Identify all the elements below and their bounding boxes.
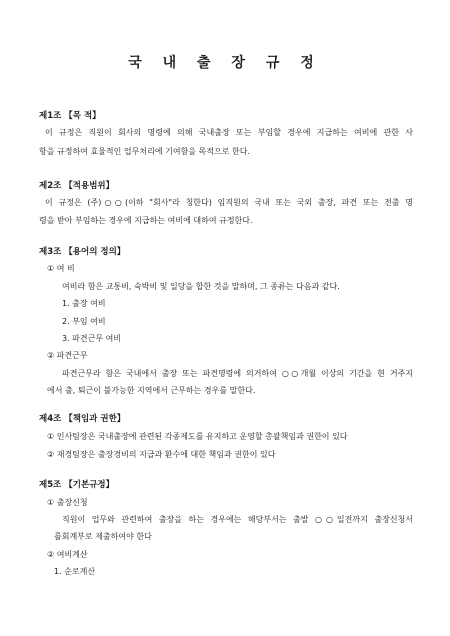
article-3-item-2-line-2: 에서 출, 퇴근이 불가능한 지역에서 근무하는 경우를 말한다. (47, 386, 256, 395)
article-3-sub-2: 2. 부임 여비 (62, 317, 106, 326)
article-5-item-1-line-2: 를회계부로 제출하여야 한다 (54, 532, 152, 541)
article-1-line-2: 항을 규정하여 효율적인 업무처리에 기여함을 목적으로 한다. (39, 147, 250, 156)
document-title: 국 내 출 장 규 정 (128, 55, 322, 71)
article-3-item-2: ② 파견근무 (47, 351, 88, 360)
article-4-item-2: ② 재경팀장은 출장경비의 지급과 환수에 대한 책임과 권한이 있다 (47, 450, 276, 459)
article-5-sub-1: 1. 순로계산 (54, 567, 96, 576)
article-3-heading: 제3조 【용어의 정의】 (39, 247, 126, 257)
article-1-line-1: 이 규정은 직원이 회사의 명령에 의해 국내출장 또는 부임할 경우에 지급하는 여비에 관한 사 (45, 128, 413, 137)
article-3-item-1-desc: 여비라 함은 교통비, 숙박비 및 일당을 합한 것을 말하며, 그 종류는 다음과 같다. (62, 282, 340, 291)
article-3-sub-1: 1. 출장 여비 (62, 299, 106, 308)
article-1-heading: 제1조 【목 적】 (39, 111, 101, 121)
article-4-heading: 제4조 【책임과 권한】 (39, 414, 126, 424)
article-3-item-2-line-1: 파견근무라 함은 국내에서 출장 또는 파견명령에 의거하여 ○○개월 이상의 기간을 현 거주지 (62, 369, 413, 378)
article-5-heading: 제5조 【기본규정】 (39, 480, 115, 490)
article-3-item-1: ① 여 비 (47, 264, 75, 273)
article-2-line-1: 이 규정은 (주)○○(이하 "회사"라 칭한다) 임직원의 국내 또는 국외 출장, 파견 또는 전출 명 (45, 198, 413, 207)
article-5-item-1-line-1: 직원이 업무와 관련하여 출장을 하는 경우에는 해당부서는 출발 ○○일전까지 출장신청서 (62, 515, 413, 524)
article-5-item-1: ① 출장신청 (47, 498, 88, 507)
article-5-item-2: ② 여비계산 (47, 550, 88, 559)
article-4-item-1: ① 인사팀장은 국내출장에 관련된 각종제도를 유지하고 운영할 총괄책임과 권한이 있다 (47, 432, 348, 441)
article-2-heading: 제2조 【적용범위】 (39, 181, 115, 191)
article-3-sub-3: 3. 파견근무 여비 (62, 334, 122, 343)
article-2-line-2: 령을 받아 부임하는 경우에 지급하는 여비에 대하여 규정한다. (39, 216, 253, 225)
